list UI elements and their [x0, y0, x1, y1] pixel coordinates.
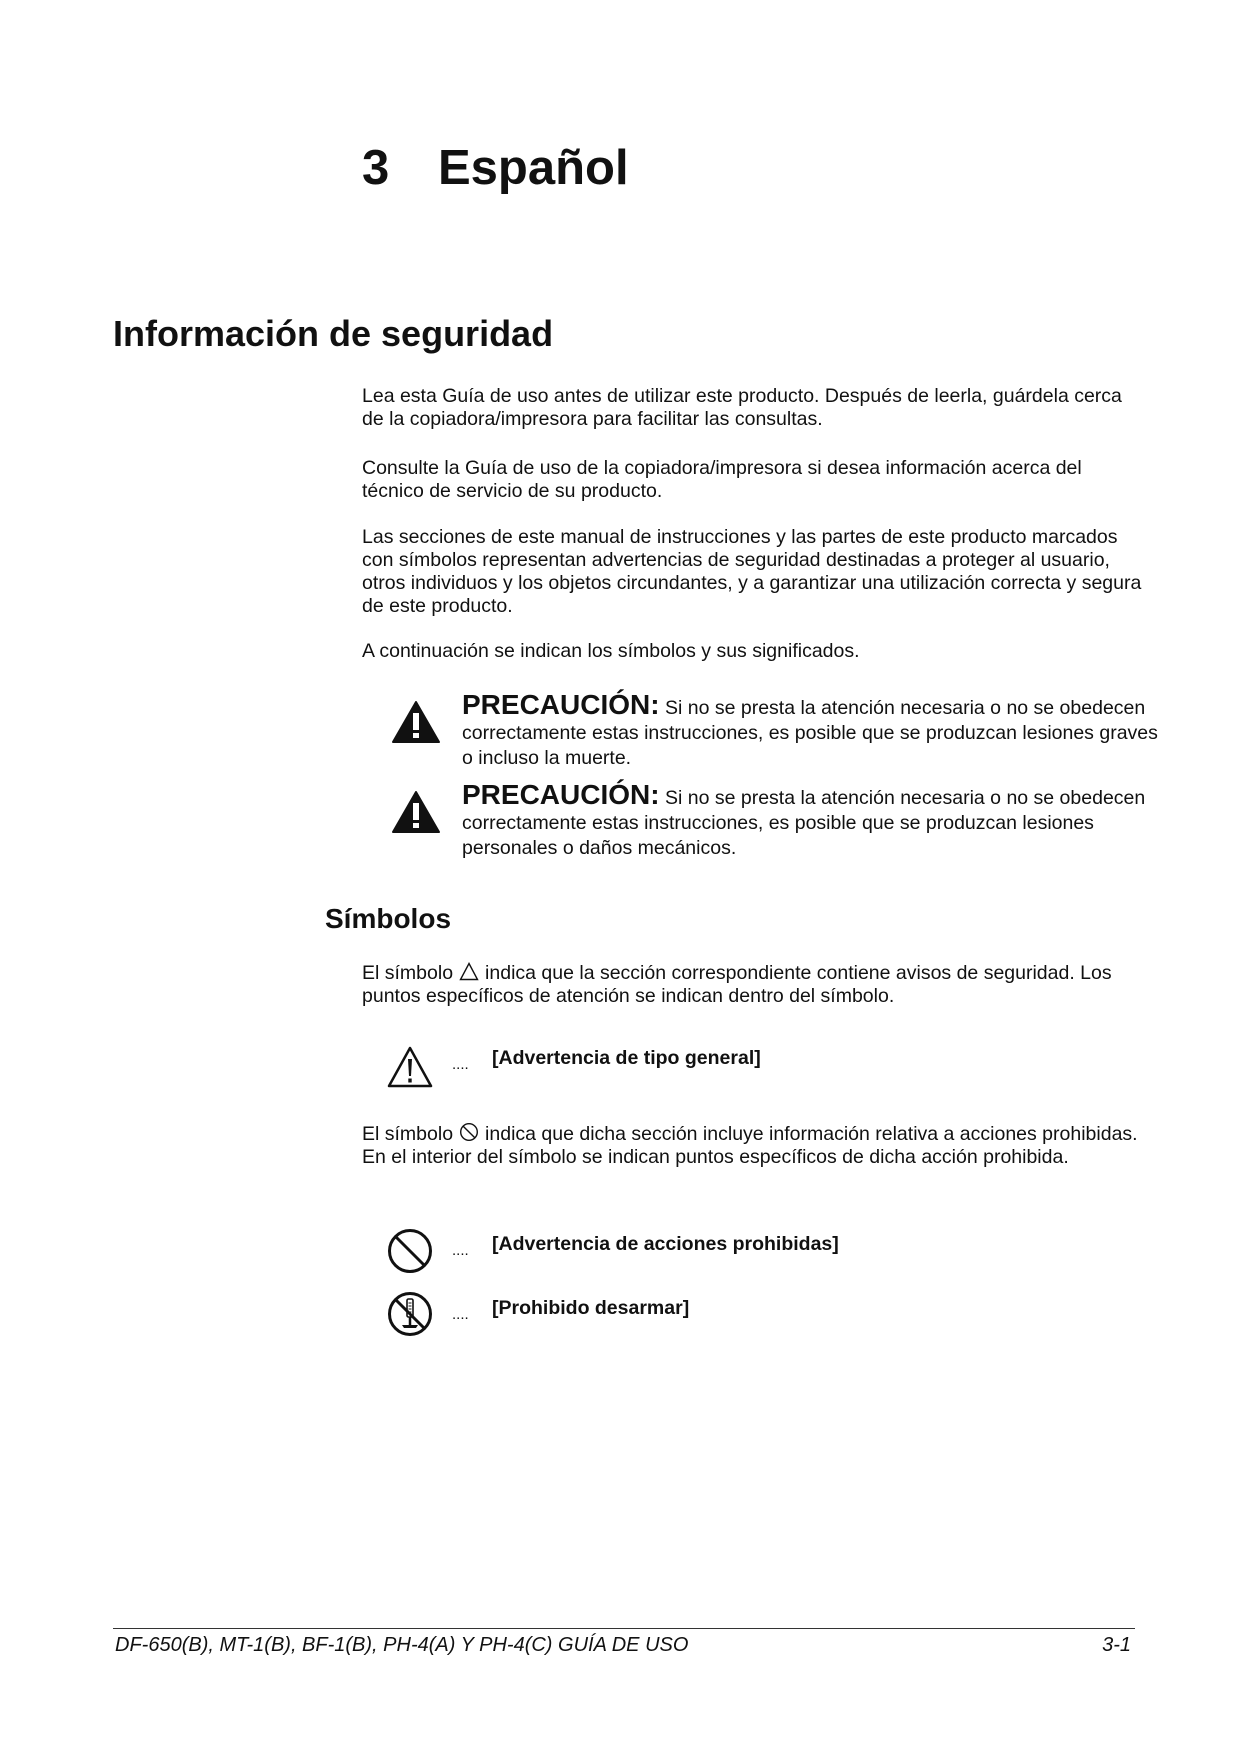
section-title: Información de seguridad — [113, 313, 554, 354]
prohibited-para-start: El símbolo — [362, 1123, 454, 1145]
triangle-para-end: indica que la sección correspondiente contiene avisos de seguridad. Los puntos específicos de atención se indican dentro del símbolo. — [362, 962, 1112, 1007]
warning-description: Si no se presta la atención necesaria o no se obedecen correctamente estas instrucciones, es posible que se produzcan lesiones personales o daños mecánicos. — [462, 787, 1146, 859]
warning-label: PRECAUCIÓN: — [462, 779, 660, 810]
footer-page-number: 3-1 — [1102, 1634, 1131, 1656]
prohibited-actions-label: [Advertencia de acciones prohibidas] — [492, 1233, 839, 1255]
warning-label: PRECAUCIÓN: — [462, 689, 660, 720]
warning-caution-2 — [462, 780, 1162, 861]
prohibited-para-end: indica que dicha sección incluye información relativa a acciones prohibidas. En el interior del símbolo se indican puntos específicos de dicha acción prohibida. — [362, 1123, 1138, 1168]
intro-paragraph-2: Consulte la Guía de uso de la copiadora/impresora si desea información acerca del técnico de servicio de su producto. — [362, 457, 1082, 502]
no-disassembly-icon — [386, 1291, 434, 1337]
prohibited-symbol-paragraph — [362, 1122, 1142, 1169]
footer-document-title: DF-650(B), MT-1(B), BF-1(B), PH-4(A) Y PH-4(C) GUÍA DE USO — [115, 1634, 689, 1656]
triangle-symbol-paragraph — [362, 962, 1142, 1008]
warning-outline-icon — [386, 1045, 434, 1089]
footer-divider — [113, 1628, 1135, 1629]
prohibited-icon — [459, 1122, 479, 1142]
warning-filled-icon — [391, 700, 441, 744]
dots-separator: .... — [452, 1242, 469, 1259]
intro-paragraph-4: A continuación se indican los símbolos y sus significados. — [362, 640, 860, 662]
warning-description: Si no se presta la atención necesaria o no se obedecen correctamente estas instrucciones, es posible que se produzcan lesiones graves o incluso la muerte. — [462, 697, 1158, 769]
chapter-heading — [362, 138, 629, 198]
warning-caution-1 — [462, 690, 1162, 771]
prohibited-icon — [386, 1228, 434, 1274]
intro-paragraph-1: Lea esta Guía de uso antes de utilizar este producto. Después de leerla, guárdela cerca de la copiadora/impresora para facilitar las consultas. — [362, 385, 1122, 430]
chapter-title: Español — [438, 141, 629, 195]
intro-paragraph-3: Las secciones de este manual de instrucciones y las partes de este producto marcados con símbolos representan advertencias de seguridad destinadas a proteger al usuario, otros individuos y los objetos circundantes, y a garantizar una utilización correcta y segura de este producto. — [362, 526, 1142, 617]
warning-outline-icon — [459, 962, 479, 981]
chapter-number: 3 — [362, 141, 390, 195]
no-disassembly-label: [Prohibido desarmar] — [492, 1297, 690, 1319]
triangle-para-start: El símbolo — [362, 962, 454, 984]
symbols-heading: Símbolos — [325, 903, 452, 934]
dots-separator: .... — [452, 1306, 469, 1323]
general-warning-label: [Advertencia de tipo general] — [492, 1047, 761, 1069]
dots-separator: .... — [452, 1056, 469, 1073]
warning-filled-icon — [391, 790, 441, 834]
